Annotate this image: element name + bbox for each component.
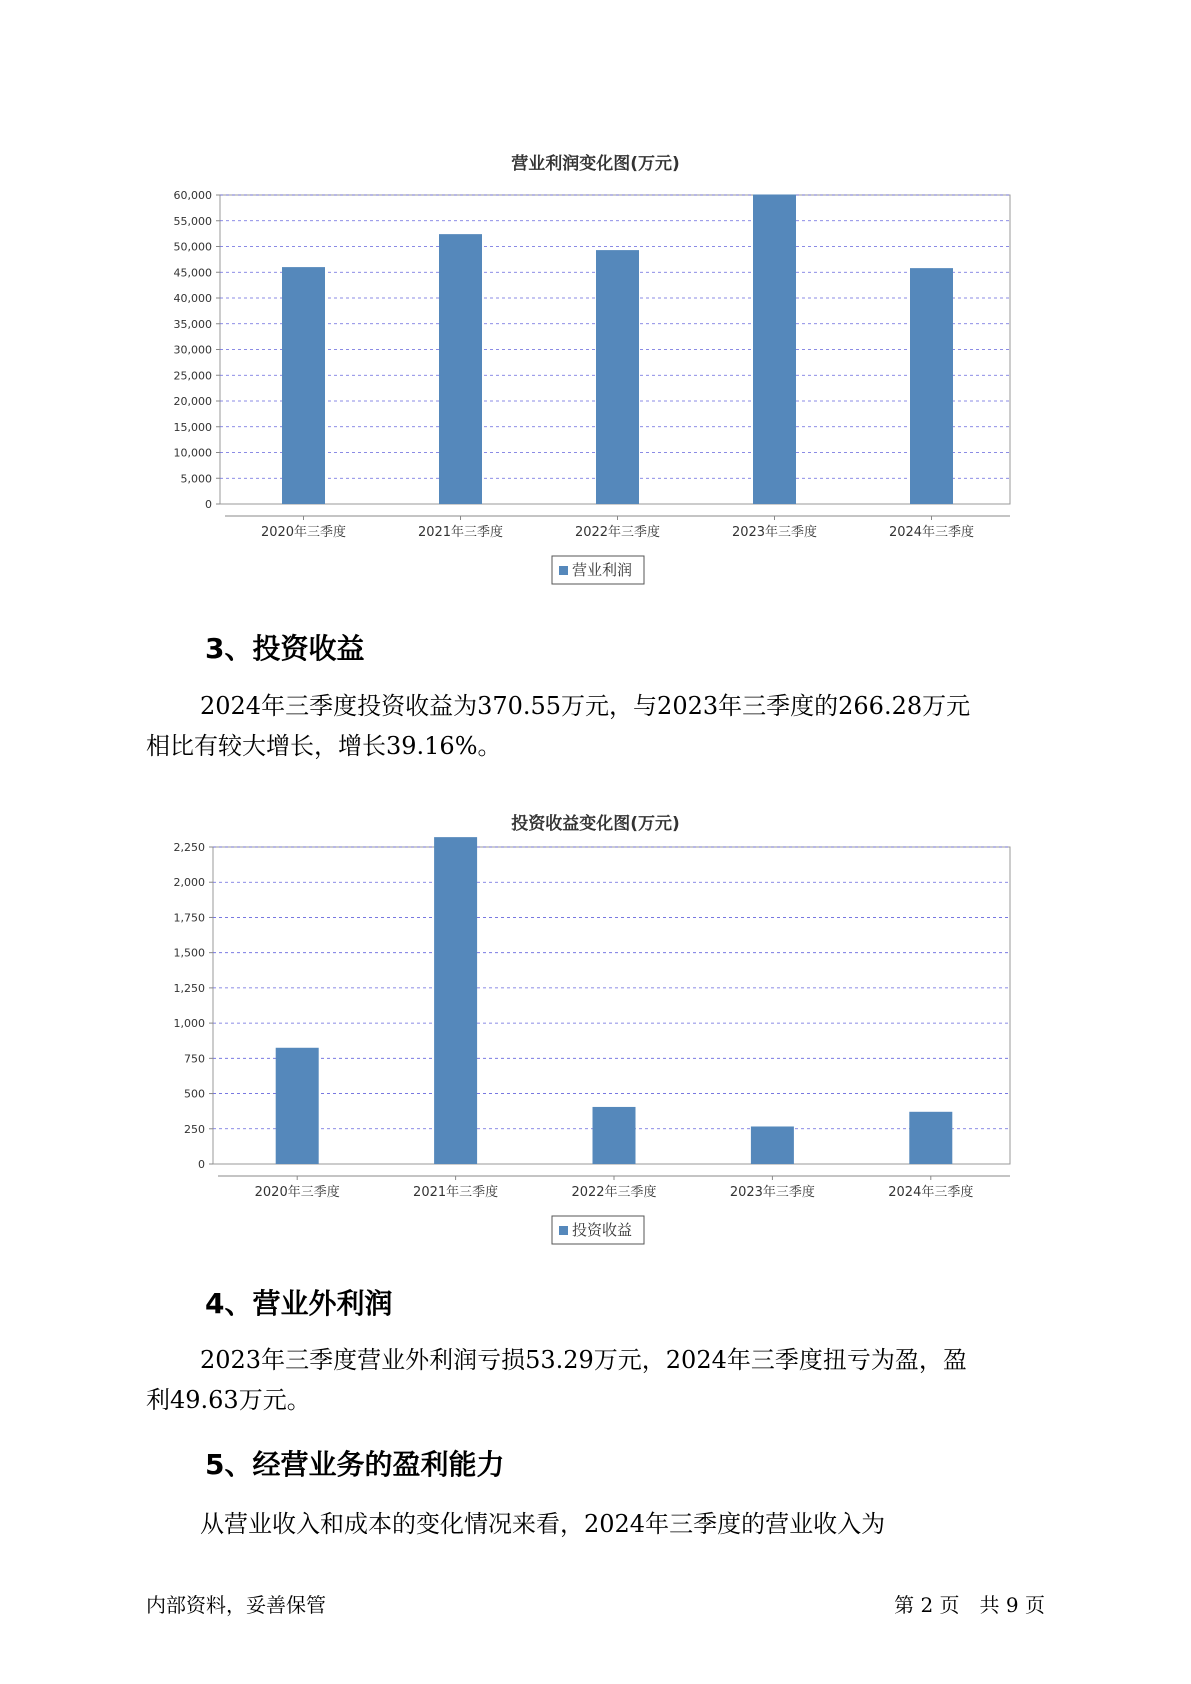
x-tick-label: 2022年三季度	[571, 1185, 657, 1200]
y-tick-label: 10,000	[173, 446, 212, 460]
y-tick-label: 1,250	[173, 981, 205, 995]
x-tick-label: 2024年三季度	[888, 1185, 974, 1200]
bar-1	[282, 267, 325, 504]
x-tick-label: 2023年三季度	[731, 525, 818, 540]
y-tick-label: 1,000	[173, 1017, 205, 1031]
y-tick-label: 1,500	[173, 946, 205, 960]
y-tick-label: 55,000	[173, 214, 212, 228]
investment-income-chart	[0, 830, 1191, 1270]
x-tick-label: 2024年三季度	[888, 525, 975, 540]
y-tick-label: 45,000	[173, 266, 212, 280]
x-tick-label: 2020年三季度	[260, 525, 347, 540]
y-tick-label: 750	[184, 1052, 205, 1066]
section-heading-nonoperating: 4、营业外利润	[205, 1287, 393, 1320]
legend-label: 投资收益	[572, 1221, 633, 1239]
y-tick-label: 2,250	[173, 841, 205, 854]
y-tick-label: 60,000	[173, 189, 212, 202]
y-tick-label: 250	[184, 1122, 205, 1136]
legend-swatch	[559, 566, 568, 575]
paragraph-investment-line2: 相比有较大增长，增长39.16%。	[146, 732, 502, 760]
x-tick-label: 2020年三季度	[254, 1185, 340, 1200]
bar-2	[439, 234, 482, 504]
x-tick-label: 2023年三季度	[729, 1185, 815, 1200]
y-tick-label: 0	[198, 1158, 205, 1171]
y-tick-label: 15,000	[173, 420, 212, 434]
paragraph-nonoperating-line1: 2023年三季度营业外利润亏损53.29万元，2024年三季度扭亏为盈，盈	[200, 1346, 967, 1374]
bar-2	[434, 837, 477, 1164]
bar-5	[909, 1112, 952, 1164]
x-tick-label: 2021年三季度	[417, 525, 504, 540]
footer-page-number: 第 2 页 共 9 页	[894, 1593, 1045, 1617]
bar-1	[276, 1048, 319, 1164]
bar-4	[751, 1126, 794, 1164]
legend-label: 营业利润	[572, 561, 633, 579]
y-tick-label: 5,000	[180, 472, 212, 486]
y-tick-label: 1,750	[173, 911, 205, 925]
chart-legend	[552, 1216, 644, 1244]
bar-4	[753, 194, 796, 504]
footer-confidential-note: 内部资料，妥善保管	[146, 1593, 326, 1617]
y-tick-label: 35,000	[173, 317, 212, 331]
paragraph-profitability-line1: 从营业收入和成本的变化情况来看，2024年三季度的营业收入为	[200, 1510, 886, 1538]
y-tick-label: 50,000	[173, 240, 212, 254]
x-tick-label: 2021年三季度	[413, 1185, 499, 1200]
chart-legend	[552, 556, 644, 584]
section-heading-profitability: 5、经营业务的盈利能力	[205, 1448, 505, 1481]
y-tick-label: 40,000	[173, 292, 212, 305]
legend-swatch	[559, 1226, 568, 1235]
y-tick-label: 500	[184, 1087, 205, 1101]
bar-3	[596, 250, 639, 504]
paragraph-investment-line1: 2024年三季度投资收益为370.55万元，与2023年三季度的266.28万元	[200, 692, 971, 720]
y-tick-label: 20,000	[173, 395, 212, 408]
paragraph-nonoperating-line2: 利49.63万元。	[146, 1386, 311, 1414]
y-tick-label: 2,000	[173, 876, 205, 890]
y-tick-label: 0	[205, 498, 212, 511]
section-heading-investment: 3、投资收益	[205, 632, 365, 665]
y-tick-label: 30,000	[173, 343, 212, 357]
y-tick-label: 25,000	[173, 369, 212, 383]
chart-title-investment-income: 投资收益变化图(万元)	[511, 814, 680, 834]
bar-3	[593, 1107, 636, 1164]
bar-5	[910, 268, 953, 504]
chart-title-operating-profit: 营业利润变化图(万元)	[511, 154, 680, 174]
x-tick-label: 2022年三季度	[574, 525, 661, 540]
operating-profit-chart	[0, 170, 1191, 610]
